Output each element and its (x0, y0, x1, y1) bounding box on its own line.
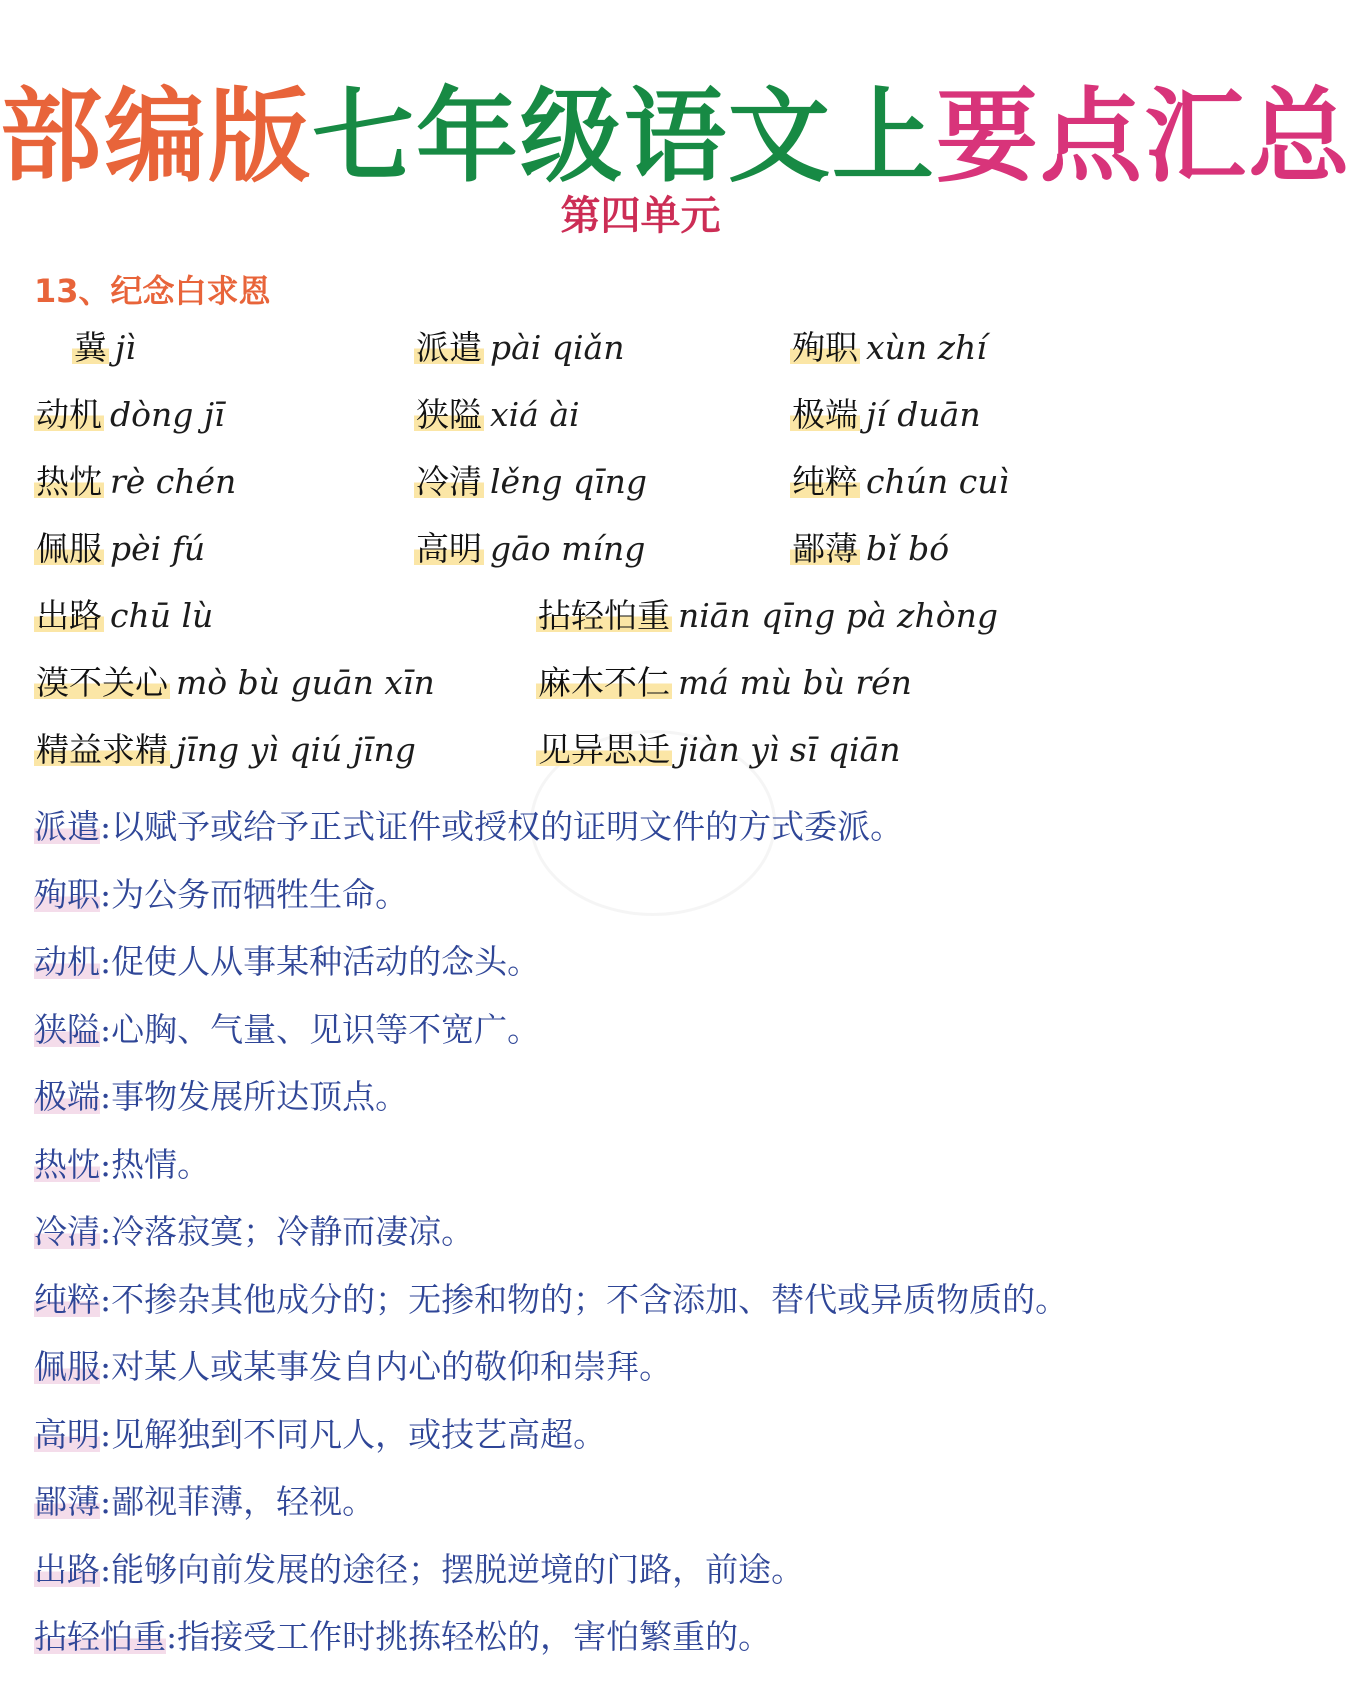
vocab-word: 狭隘 (416, 395, 482, 434)
definition-text: 指接受工作时挑拣轻松的，害怕繁重的。 (177, 1617, 772, 1656)
definition-text: 见解独到不同凡人，或技艺高超。 (111, 1414, 607, 1454)
unit-subtitle: 第四单元 (560, 192, 721, 239)
vocab-pinyin: rè chén (110, 462, 237, 501)
vocab-word: 鄙薄 (792, 529, 858, 568)
definition-separator: : (100, 1414, 112, 1454)
vocab-pinyin: jí duān (866, 395, 981, 434)
definition-text: 促使人从事某种活动的念头。 (111, 942, 541, 981)
vocab-row (0, 392, 1281, 459)
definition-separator: : (100, 1482, 112, 1521)
vocab-item (536, 660, 912, 706)
definition-text: 以赋予或给予正式证件或授权的证明文件的方式委派。 (111, 807, 904, 846)
vocab-item (414, 459, 647, 505)
vocab-item (34, 727, 416, 773)
definition-item (34, 1209, 1264, 1277)
definition-term: 拈轻怕重 (34, 1617, 166, 1656)
definition-item (34, 1614, 1264, 1682)
definition-term: 热忱 (34, 1144, 100, 1184)
vocab-word: 精益求精 (36, 730, 168, 769)
vocab-pinyin: xùn zhí (866, 328, 987, 367)
definition-term: 鄙薄 (34, 1482, 100, 1521)
definition-text: 冷落寂寞；冷静而凄凉。 (111, 1212, 475, 1251)
definition-term: 纯粹 (34, 1279, 100, 1319)
vocab-row (0, 727, 1281, 794)
vocab-item (72, 325, 136, 371)
vocab-pinyin: má mù bù rén (678, 663, 912, 702)
vocab-word: 派遣 (416, 328, 482, 367)
vocab-row (0, 660, 1281, 727)
vocab-pinyin: gāo míng (490, 529, 646, 568)
vocab-item (34, 392, 225, 438)
definition-separator: : (100, 1009, 112, 1049)
vocab-item (34, 660, 435, 706)
definition-item (34, 1142, 1264, 1210)
definition-text: 能够向前发展的途径；摆脱逆境的门路，前途。 (111, 1549, 805, 1589)
vocab-pinyin: chū lù (110, 596, 214, 635)
vocab-word: 佩服 (36, 529, 102, 568)
vocab-item (790, 325, 987, 371)
definition-separator: : (100, 1212, 112, 1251)
vocab-pinyin: chún cuì (866, 462, 1010, 501)
vocab-word: 出路 (36, 596, 102, 635)
definition-text: 心胸、气量、见识等不宽广。 (111, 1009, 541, 1049)
vocab-pinyin: lěng qīng (490, 462, 648, 501)
vocab-pinyin: jì (115, 328, 136, 367)
definition-text: 不掺杂其他成分的；无掺和物的；不含添加、替代或异质物质的。 (111, 1279, 1069, 1319)
definition-term: 出路 (34, 1549, 100, 1589)
vocab-row (0, 325, 1281, 392)
definition-separator: : (100, 1347, 112, 1386)
definition-item (34, 804, 1264, 872)
vocab-word: 麻木不仁 (538, 663, 670, 702)
definition-item (34, 1547, 1264, 1615)
page-title (0, 77, 1352, 197)
vocab-item (790, 392, 981, 438)
vocab-item (34, 526, 205, 572)
definition-text: 对某人或某事发自内心的敬仰和崇拜。 (111, 1347, 673, 1386)
vocab-item (536, 727, 900, 773)
definition-term: 佩服 (34, 1347, 100, 1386)
vocab-word: 冀 (74, 328, 107, 367)
vocab-pinyin: bǐ bó (866, 529, 950, 568)
definition-item (34, 1007, 1264, 1075)
definition-item (34, 1344, 1264, 1412)
definition-term: 狭隘 (34, 1009, 100, 1049)
vocab-list (0, 325, 1281, 794)
title-part-3: 要点汇总 (936, 77, 1352, 197)
vocab-pinyin: jīng yì qiú jīng (176, 730, 416, 769)
definition-text: 事物发展所达顶点。 (111, 1077, 409, 1116)
definition-separator: : (100, 1077, 112, 1116)
vocab-row (0, 459, 1281, 526)
title-part-2: 七年级语文上 (312, 77, 936, 197)
definition-item (34, 872, 1264, 940)
definition-list (34, 804, 1264, 1682)
definition-separator: : (166, 1617, 178, 1656)
definition-separator: : (100, 942, 112, 981)
vocab-item (414, 526, 645, 572)
vocab-word: 冷清 (416, 462, 482, 501)
vocab-word: 拈轻怕重 (538, 596, 670, 635)
vocab-item (414, 392, 580, 438)
vocab-word: 动机 (36, 395, 102, 434)
vocab-pinyin: niān qīng pà zhòng (678, 596, 998, 635)
vocab-word: 见异思迁 (538, 730, 670, 769)
definition-term: 极端 (34, 1077, 100, 1116)
vocab-item (414, 325, 624, 371)
definition-item (34, 1277, 1264, 1345)
vocab-item (790, 526, 949, 572)
definition-term: 派遣 (34, 807, 100, 846)
definition-term: 殉职 (34, 874, 100, 914)
vocab-item (790, 459, 1009, 505)
vocab-word: 殉职 (792, 328, 858, 367)
vocab-word: 高明 (416, 529, 482, 568)
definition-item (34, 1074, 1264, 1142)
definition-term: 冷清 (34, 1212, 100, 1251)
vocab-row (0, 526, 1281, 593)
vocab-pinyin: jiàn yì sī qiān (678, 730, 901, 769)
definition-item (34, 1479, 1264, 1547)
definition-separator: : (100, 1549, 112, 1589)
definition-separator: : (100, 874, 112, 914)
vocab-word: 纯粹 (792, 462, 858, 501)
vocab-item (34, 459, 236, 505)
definition-separator: : (100, 1279, 112, 1319)
vocab-word: 极端 (792, 395, 858, 434)
definition-text: 为公务而牺牲生命。 (111, 874, 409, 914)
definition-separator: : (100, 1144, 112, 1184)
vocab-word: 热忱 (36, 462, 102, 501)
definition-text: 鄙视菲薄，轻视。 (111, 1482, 376, 1521)
vocab-pinyin: pài qiǎn (490, 328, 625, 367)
vocab-pinyin: dòng jī (110, 395, 225, 434)
definition-text: 热情。 (111, 1144, 211, 1184)
title-part-1: 部编版 (0, 77, 312, 197)
lesson-title: 13、纪念白求恩 (34, 272, 271, 310)
definition-term: 动机 (34, 942, 100, 981)
definition-item (34, 1412, 1264, 1480)
vocab-pinyin: xiá ài (490, 395, 580, 434)
definition-term: 高明 (34, 1414, 100, 1454)
vocab-pinyin: pèi fú (110, 529, 206, 568)
vocab-item (536, 593, 998, 639)
vocab-pinyin: mò bù guān xīn (176, 663, 435, 702)
vocab-word: 漠不关心 (36, 663, 168, 702)
vocab-item (34, 593, 213, 639)
definition-separator: : (100, 807, 112, 846)
vocab-row (0, 593, 1281, 660)
definition-item (34, 939, 1264, 1007)
